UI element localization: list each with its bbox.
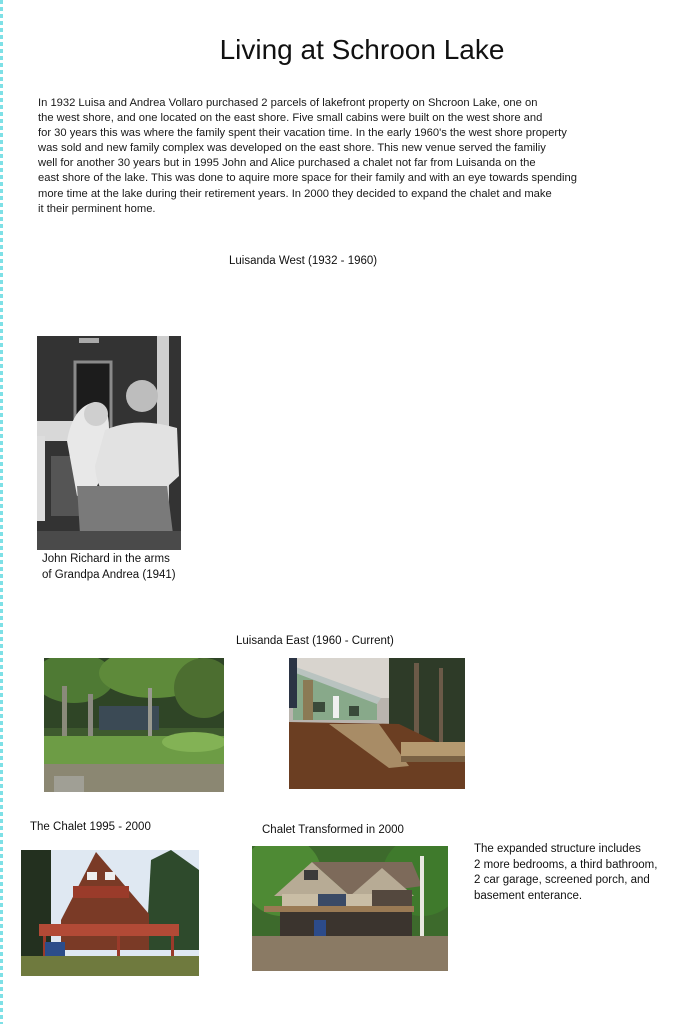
chalet-description [474,842,688,904]
intro-line: In 1932 Luisa and Andrea Vollaro purchased 2 parcels of lakefront property on Shcroon Lake, one on [38,97,538,109]
photo-caption-chalet-after: Chalet Transformed in 2000 [262,824,404,836]
photo-caption-chalet-before: The Chalet 1995 - 2000 [30,821,151,833]
photo-east-wooded-lot [44,658,224,792]
caption-line: of Grandpa Andrea (1941) [42,569,176,581]
intro-line: was sold and new family complex was developed on the east shore. This new venue served the familiy [38,142,546,155]
photo-caption-grandpa [42,551,176,583]
caption-line: John Richard in the arms [42,553,170,565]
description-line: 2 more bedrooms, a third bathroom, [474,858,658,871]
intro-line: the west shore, and one located on the east shore. Five small cabins were built on the west shore and [38,112,543,125]
left-dashed-border [0,0,3,1024]
section-heading-west: Luisanda West (1932 - 1960) [229,255,378,267]
photo-chalet-before [21,850,199,976]
intro-line: well for another 30 years but in 1995 John and Alice purchased a chalet not far from Luisanda on the [38,157,536,170]
photo-east-cabin-stairs [289,658,465,789]
intro-line: more time at the lake during their retirement years. In 2000 they decided to expand the chalet and make [38,187,552,200]
intro-line: east shore of the lake. This was done to aquire more space for their family and with an eye towards spending [38,172,577,185]
page-title: Living at Schroon Lake [219,34,505,65]
description-line: basement enterance. [474,889,583,902]
photo-chalet-after [252,846,448,971]
description-line: The expanded structure includes [474,843,641,855]
section-heading-east: Luisanda East (1960 - Current) [236,635,394,647]
intro-line: it their perminent home. [38,202,156,215]
intro-paragraph [38,96,683,217]
description-line: 2 car garage, screened porch, and [474,874,650,886]
intro-line: for 30 years this was where the family spent their vacation time. In the early 1960's the west shore property [38,127,567,140]
photo-grandpa-andrea [37,336,181,550]
